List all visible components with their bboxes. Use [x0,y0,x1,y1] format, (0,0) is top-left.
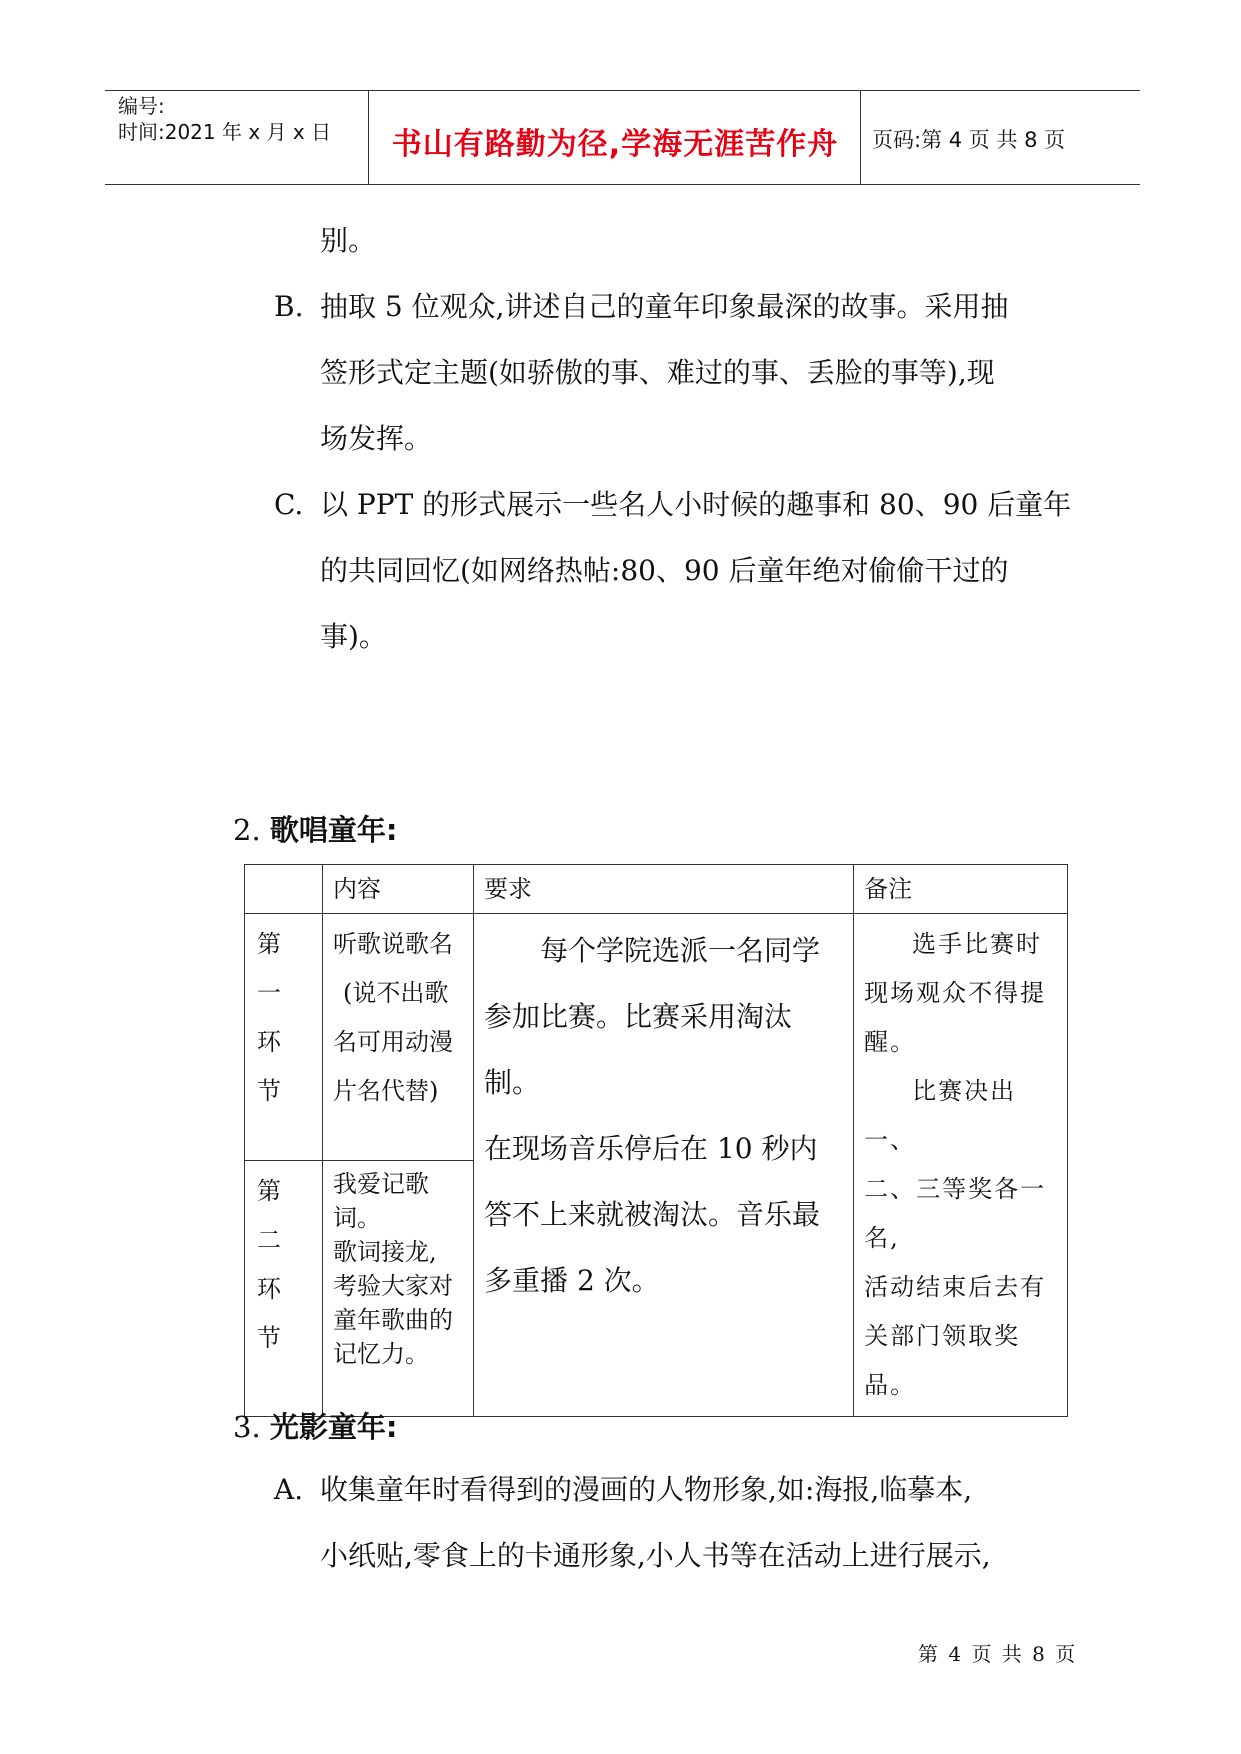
requirement-line: 多重播 2 次。 [484,1264,660,1297]
note-line: 比赛决出一、 [864,1077,1017,1154]
note-line: 现场观众不得提 [864,979,1047,1007]
table-header-row [245,865,1068,914]
section-title: 歌唱童年: [269,813,398,847]
section-heading [233,1405,398,1446]
content-cell [323,1160,474,1416]
segment-char: 节 [257,1077,281,1105]
content-cell [323,914,474,1161]
header-page-number: 页码:第 4 页 共 8 页 [872,128,1066,152]
table-header-cell: 要求 [474,865,854,914]
text-line: 收集童年时看得到的漫画的人物形象,如:海报,临摹本, [320,1473,973,1506]
requirement-line: 参加比赛。比赛采用淘汰制。 [484,1000,793,1099]
text-line: 小纸贴,零食上的卡通形象,小人书等在活动上进行展示, [320,1539,991,1572]
program-table [244,864,1068,1417]
continued-paragraph [320,208,376,274]
content-line: 听歌说歌名 [333,930,454,958]
time-label: 时间:2021 年 x 月 x 日 [118,120,332,144]
page-footer: 第 4 页 共 8 页 [918,1642,1078,1666]
header-left [118,93,331,145]
text-line: 的共同回忆(如网络热帖:80、90 后童年绝对偷偷干过的 [320,554,1009,587]
header-divider [860,91,861,184]
table-header-cell [245,865,323,914]
text-line: 场发挥。 [320,422,433,455]
segment-char: 第 [257,1176,281,1205]
note-cell [854,914,1068,1417]
requirement-line: 每个学院选派一名同学 [540,934,821,967]
requirement-line: 在现场音乐停后在 10 秒内 [484,1132,818,1165]
content-line: 童年歌曲的 [333,1305,454,1334]
table-header-cell: 备注 [854,865,1068,914]
text-line: 以 PPT 的形式展示一些名人小时候的趣事和 80、90 后童年 [320,488,1072,521]
list-item-c [274,472,1072,670]
segment-char: 第 [257,930,281,958]
list-label: A. [274,1473,304,1506]
note-line: 二、三等奖各一名, [864,1175,1047,1252]
section-number: 3. [233,1410,261,1444]
table-row [245,914,1068,1161]
section-heading [233,808,398,849]
page-header [105,90,1140,185]
requirement-line: 答不上来就被淘汰。音乐最 [484,1198,821,1231]
segment-char: 二 [257,1225,281,1254]
text-line: 别。 [320,224,377,257]
list-item-a [274,1457,991,1589]
list-item-b [274,274,1009,472]
content-line: 名可用动漫 [333,1028,454,1056]
number-label: 编号: [118,94,165,118]
note-line: 醒。 [864,1028,917,1056]
text-line: 事)。 [320,620,387,653]
content-line: 歌词接龙, [333,1237,437,1266]
text-line: 签形式定主题(如骄傲的事、难过的事、丢脸的事等),现 [320,356,995,389]
section-number: 2. [233,813,261,847]
requirement-cell [474,914,854,1417]
content-line: 记忆力。 [333,1339,430,1368]
list-label: B. [274,290,304,323]
segment-char: 一 [257,979,281,1007]
table-header-cell: 内容 [323,865,474,914]
list-label: C. [274,488,304,521]
segment-cell [245,1160,323,1416]
section-title: 光影童年: [269,1410,398,1444]
header-motto: 书山有路勤为径,学海无涯苦作舟 [391,127,839,162]
segment-cell [245,914,323,1161]
content-line: 我爱记歌词。 [333,1169,430,1232]
content-line: (说不出歌 [343,979,449,1007]
text-line: 抽取 5 位观众,讲述自己的童年印象最深的故事。采用抽 [320,290,1009,323]
note-line: 活动结束后去有 [864,1273,1047,1301]
header-divider [368,91,369,184]
segment-char: 环 [257,1274,281,1303]
segment-char: 节 [257,1323,281,1352]
note-line: 选手比赛时 [912,930,1043,958]
content-line: 考验大家对 [333,1271,454,1300]
note-line: 关部门领取奖品。 [864,1322,1021,1399]
content-line: 片名代替) [333,1077,439,1105]
segment-char: 环 [257,1028,281,1056]
